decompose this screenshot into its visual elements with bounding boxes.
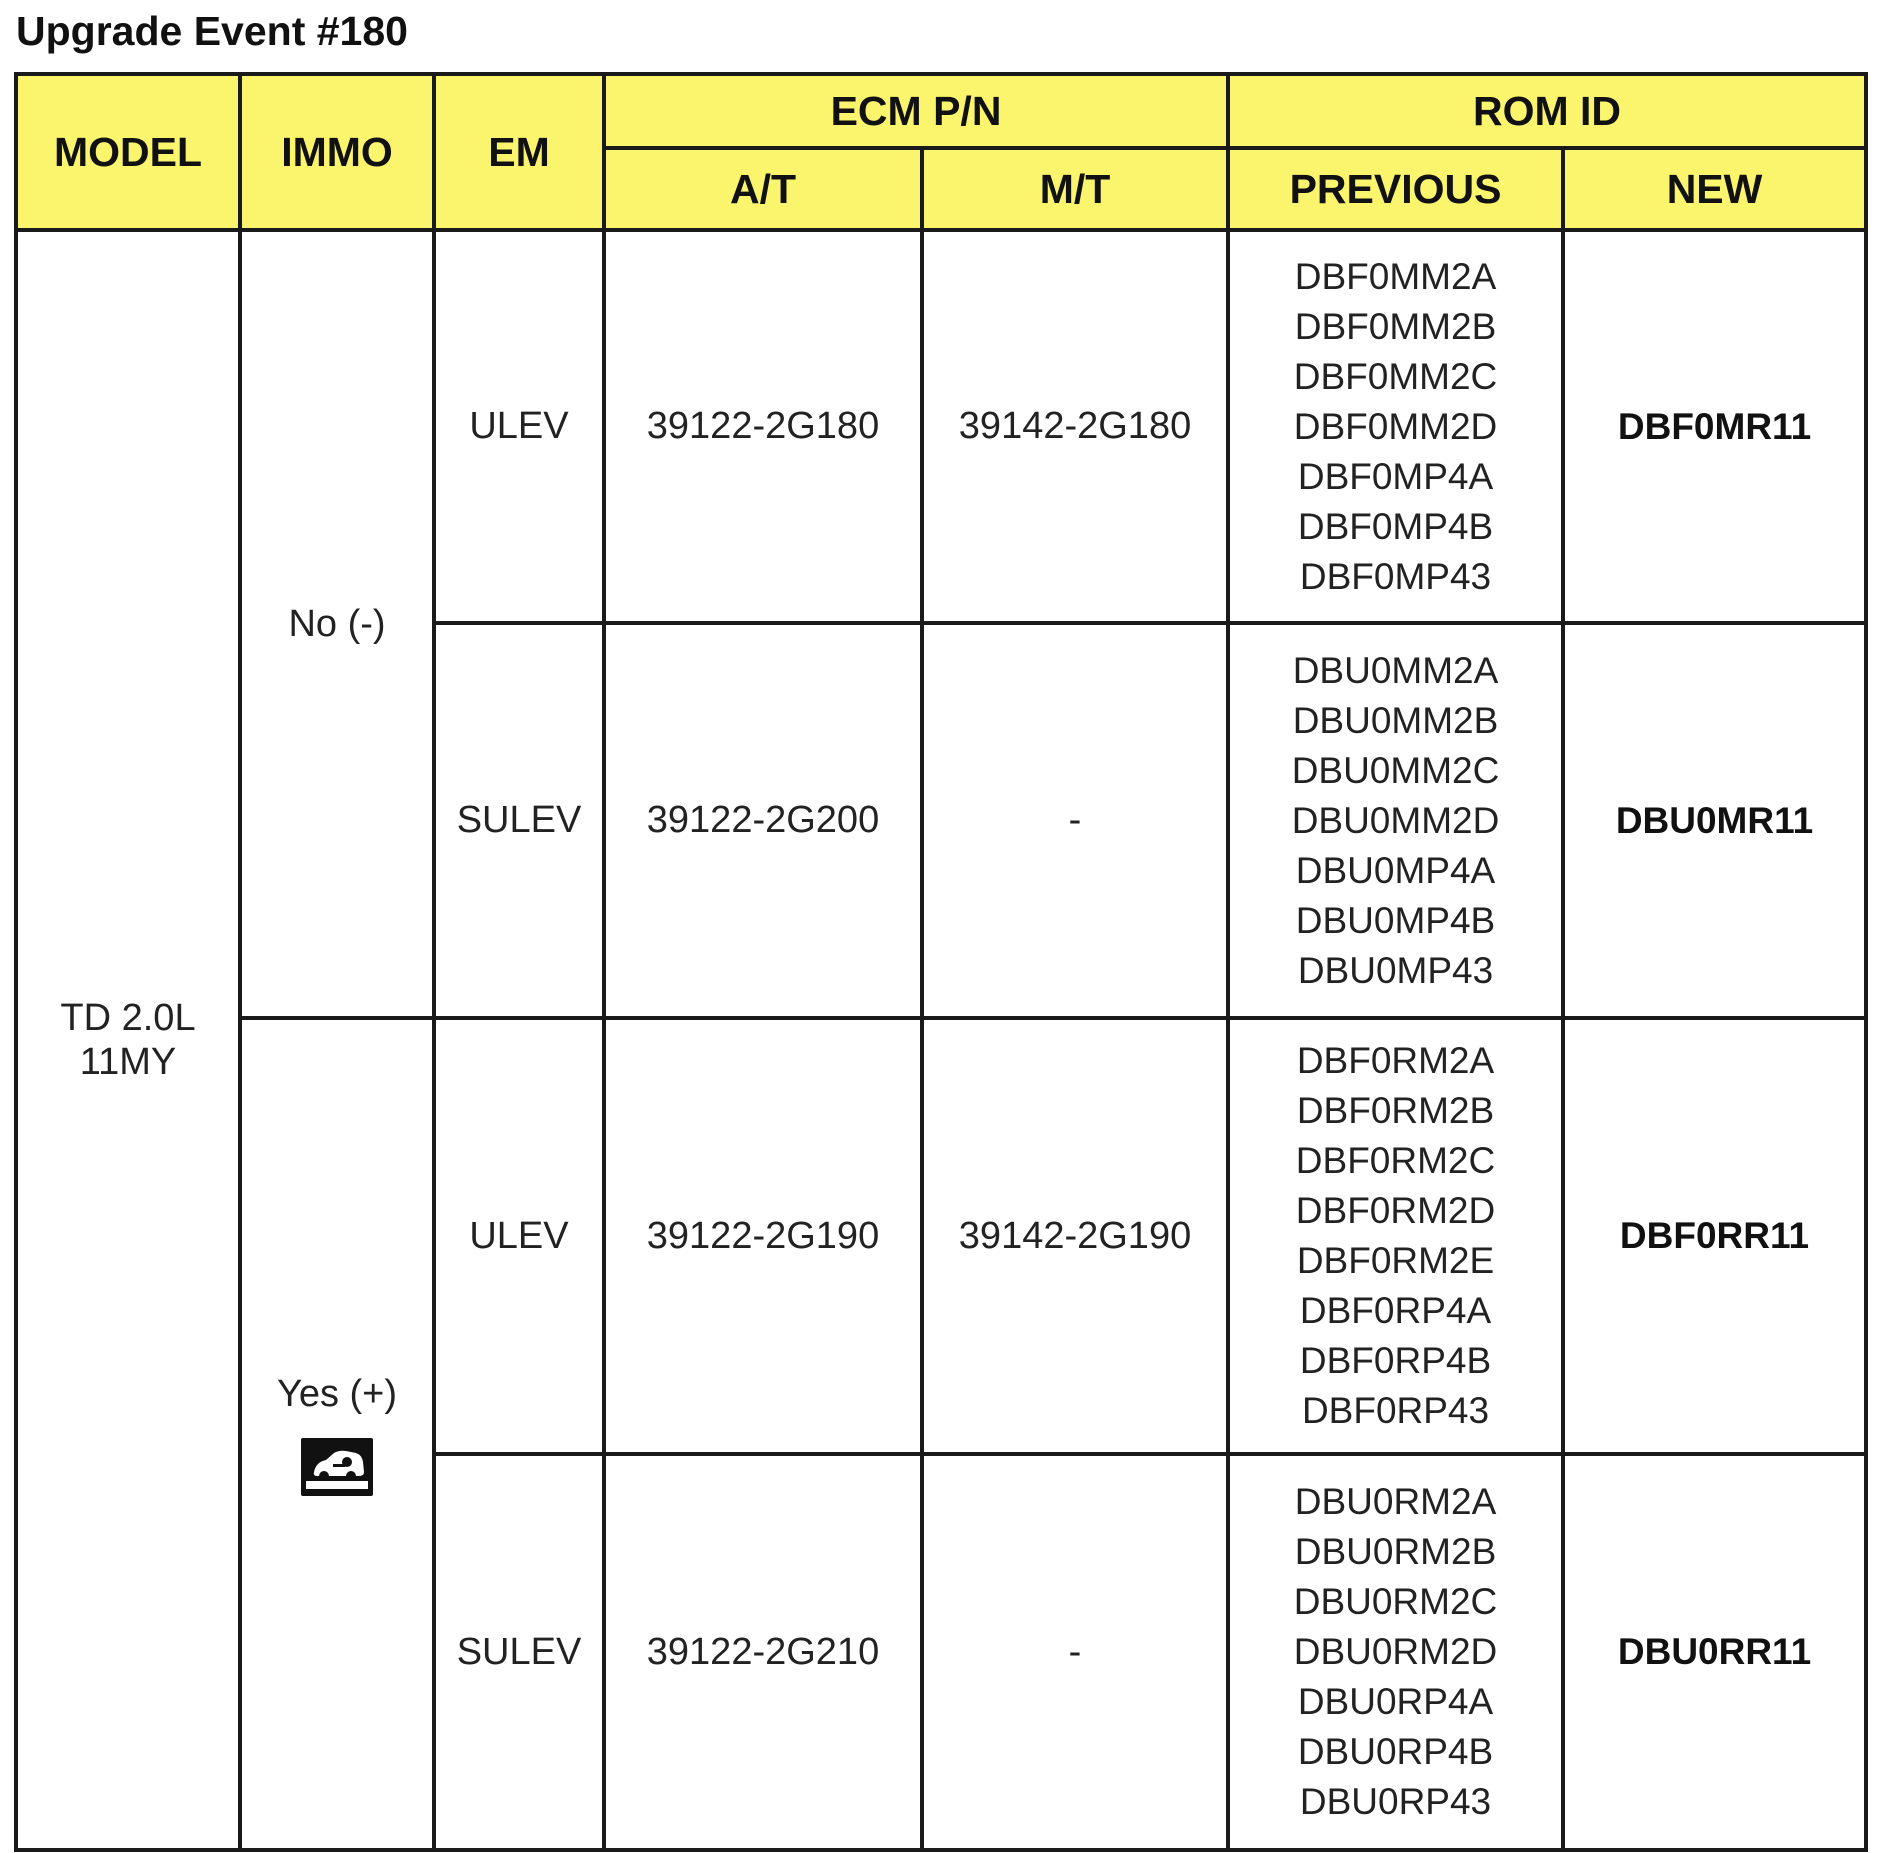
previous-rom-id: DBU0MP43: [1297, 949, 1494, 991]
previous-rom-id: DBF0MM2D: [1293, 405, 1498, 447]
em-cell: ULEV: [434, 1018, 604, 1454]
header-mt: M/T: [922, 148, 1228, 230]
previous-rom-id: DBF0RM2C: [1295, 1140, 1496, 1181]
previous-rom-id: DBF0MM2B: [1294, 305, 1497, 347]
previous-rom-id: DBU0RP43: [1299, 1781, 1492, 1822]
at-cell: 39122-2G200: [604, 623, 922, 1018]
immo-yes-cell: [240, 1018, 434, 1850]
upgrade-table: [14, 72, 1868, 1852]
previous-rom-id: DBF0RM2E: [1296, 1240, 1495, 1281]
previous-rom-id: DBU0MP4B: [1295, 899, 1496, 941]
at-cell: 39122-2G210: [604, 1454, 922, 1850]
previous-rom-id: DBU0RM2D: [1293, 1631, 1498, 1672]
new-rom-id: DBU0RR11: [1563, 1454, 1866, 1850]
previous-rom-id: DBU0RP4A: [1297, 1681, 1494, 1722]
header-rom-id: ROM ID: [1228, 74, 1866, 148]
previous-rom-id: DBF0MM2C: [1293, 355, 1498, 397]
model-cell: [16, 230, 240, 1850]
immobilizer-car-key-icon: [301, 1438, 373, 1496]
header-model: MODEL: [16, 74, 240, 230]
immo-yes-label: Yes (+): [276, 1372, 398, 1415]
model-line: TD 2.0L: [60, 997, 196, 1039]
em-cell: ULEV: [434, 230, 604, 623]
header-new: NEW: [1563, 148, 1866, 230]
at-cell: 39122-2G180: [604, 230, 922, 623]
header-at: A/T: [604, 148, 922, 230]
em-cell: SULEV: [434, 623, 604, 1018]
previous-rom-id: DBF0RP43: [1301, 1390, 1490, 1431]
previous-rom-id: DBU0RM2A: [1294, 1481, 1497, 1522]
previous-cell: [1228, 623, 1563, 1018]
table-row: [16, 230, 1866, 623]
previous-rom-id: DBF0RP4A: [1299, 1290, 1492, 1331]
previous-rom-id: DBU0MM2A: [1292, 649, 1499, 691]
previous-rom-id: DBU0MM2D: [1291, 799, 1500, 841]
previous-cell: [1228, 1454, 1563, 1850]
mt-cell: 39142-2G190: [922, 1018, 1228, 1454]
em-cell: SULEV: [434, 1454, 604, 1850]
new-rom-id: DBF0RR11: [1563, 1018, 1866, 1454]
new-rom-id: DBU0MR11: [1563, 623, 1866, 1018]
mt-cell: -: [922, 1454, 1228, 1850]
mt-cell: -: [922, 623, 1228, 1018]
previous-rom-id: DBU0MM2C: [1291, 749, 1500, 791]
header-immo: IMMO: [240, 74, 434, 230]
new-rom-id: DBF0MR11: [1563, 230, 1866, 623]
previous-rom-id: DBU0RM2B: [1294, 1531, 1497, 1572]
previous-rom-id: DBF0MP4B: [1297, 505, 1494, 547]
previous-cell: [1228, 1018, 1563, 1454]
mt-cell: 39142-2G180: [922, 230, 1228, 623]
header-ecm-pn: ECM P/N: [604, 74, 1228, 148]
previous-rom-id: DBF0MP4A: [1297, 455, 1494, 497]
previous-rom-id: DBU0MM2B: [1292, 699, 1499, 741]
immo-no-cell: No (-): [240, 230, 434, 1018]
model-line: 11MY: [79, 1041, 177, 1083]
header-previous: PREVIOUS: [1228, 148, 1563, 230]
at-cell: 39122-2G190: [604, 1018, 922, 1454]
previous-rom-id: DBU0MP4A: [1295, 849, 1496, 891]
header-em: EM: [434, 74, 604, 230]
document-title: Upgrade Event #180: [16, 8, 408, 54]
table-row: [16, 1018, 1866, 1454]
previous-cell: [1228, 230, 1563, 623]
previous-rom-id: DBF0MP43: [1299, 555, 1492, 597]
previous-rom-id: DBF0RM2D: [1295, 1190, 1496, 1231]
previous-rom-id: DBF0RM2B: [1296, 1090, 1495, 1131]
previous-rom-id: DBF0RM2A: [1296, 1040, 1495, 1081]
previous-rom-id: DBU0RM2C: [1293, 1581, 1498, 1622]
header-row-1: [16, 74, 1866, 148]
previous-rom-id: DBF0RP4B: [1299, 1340, 1492, 1381]
previous-rom-id: DBF0MM2A: [1294, 255, 1497, 297]
previous-rom-id: DBU0RP4B: [1297, 1731, 1494, 1772]
